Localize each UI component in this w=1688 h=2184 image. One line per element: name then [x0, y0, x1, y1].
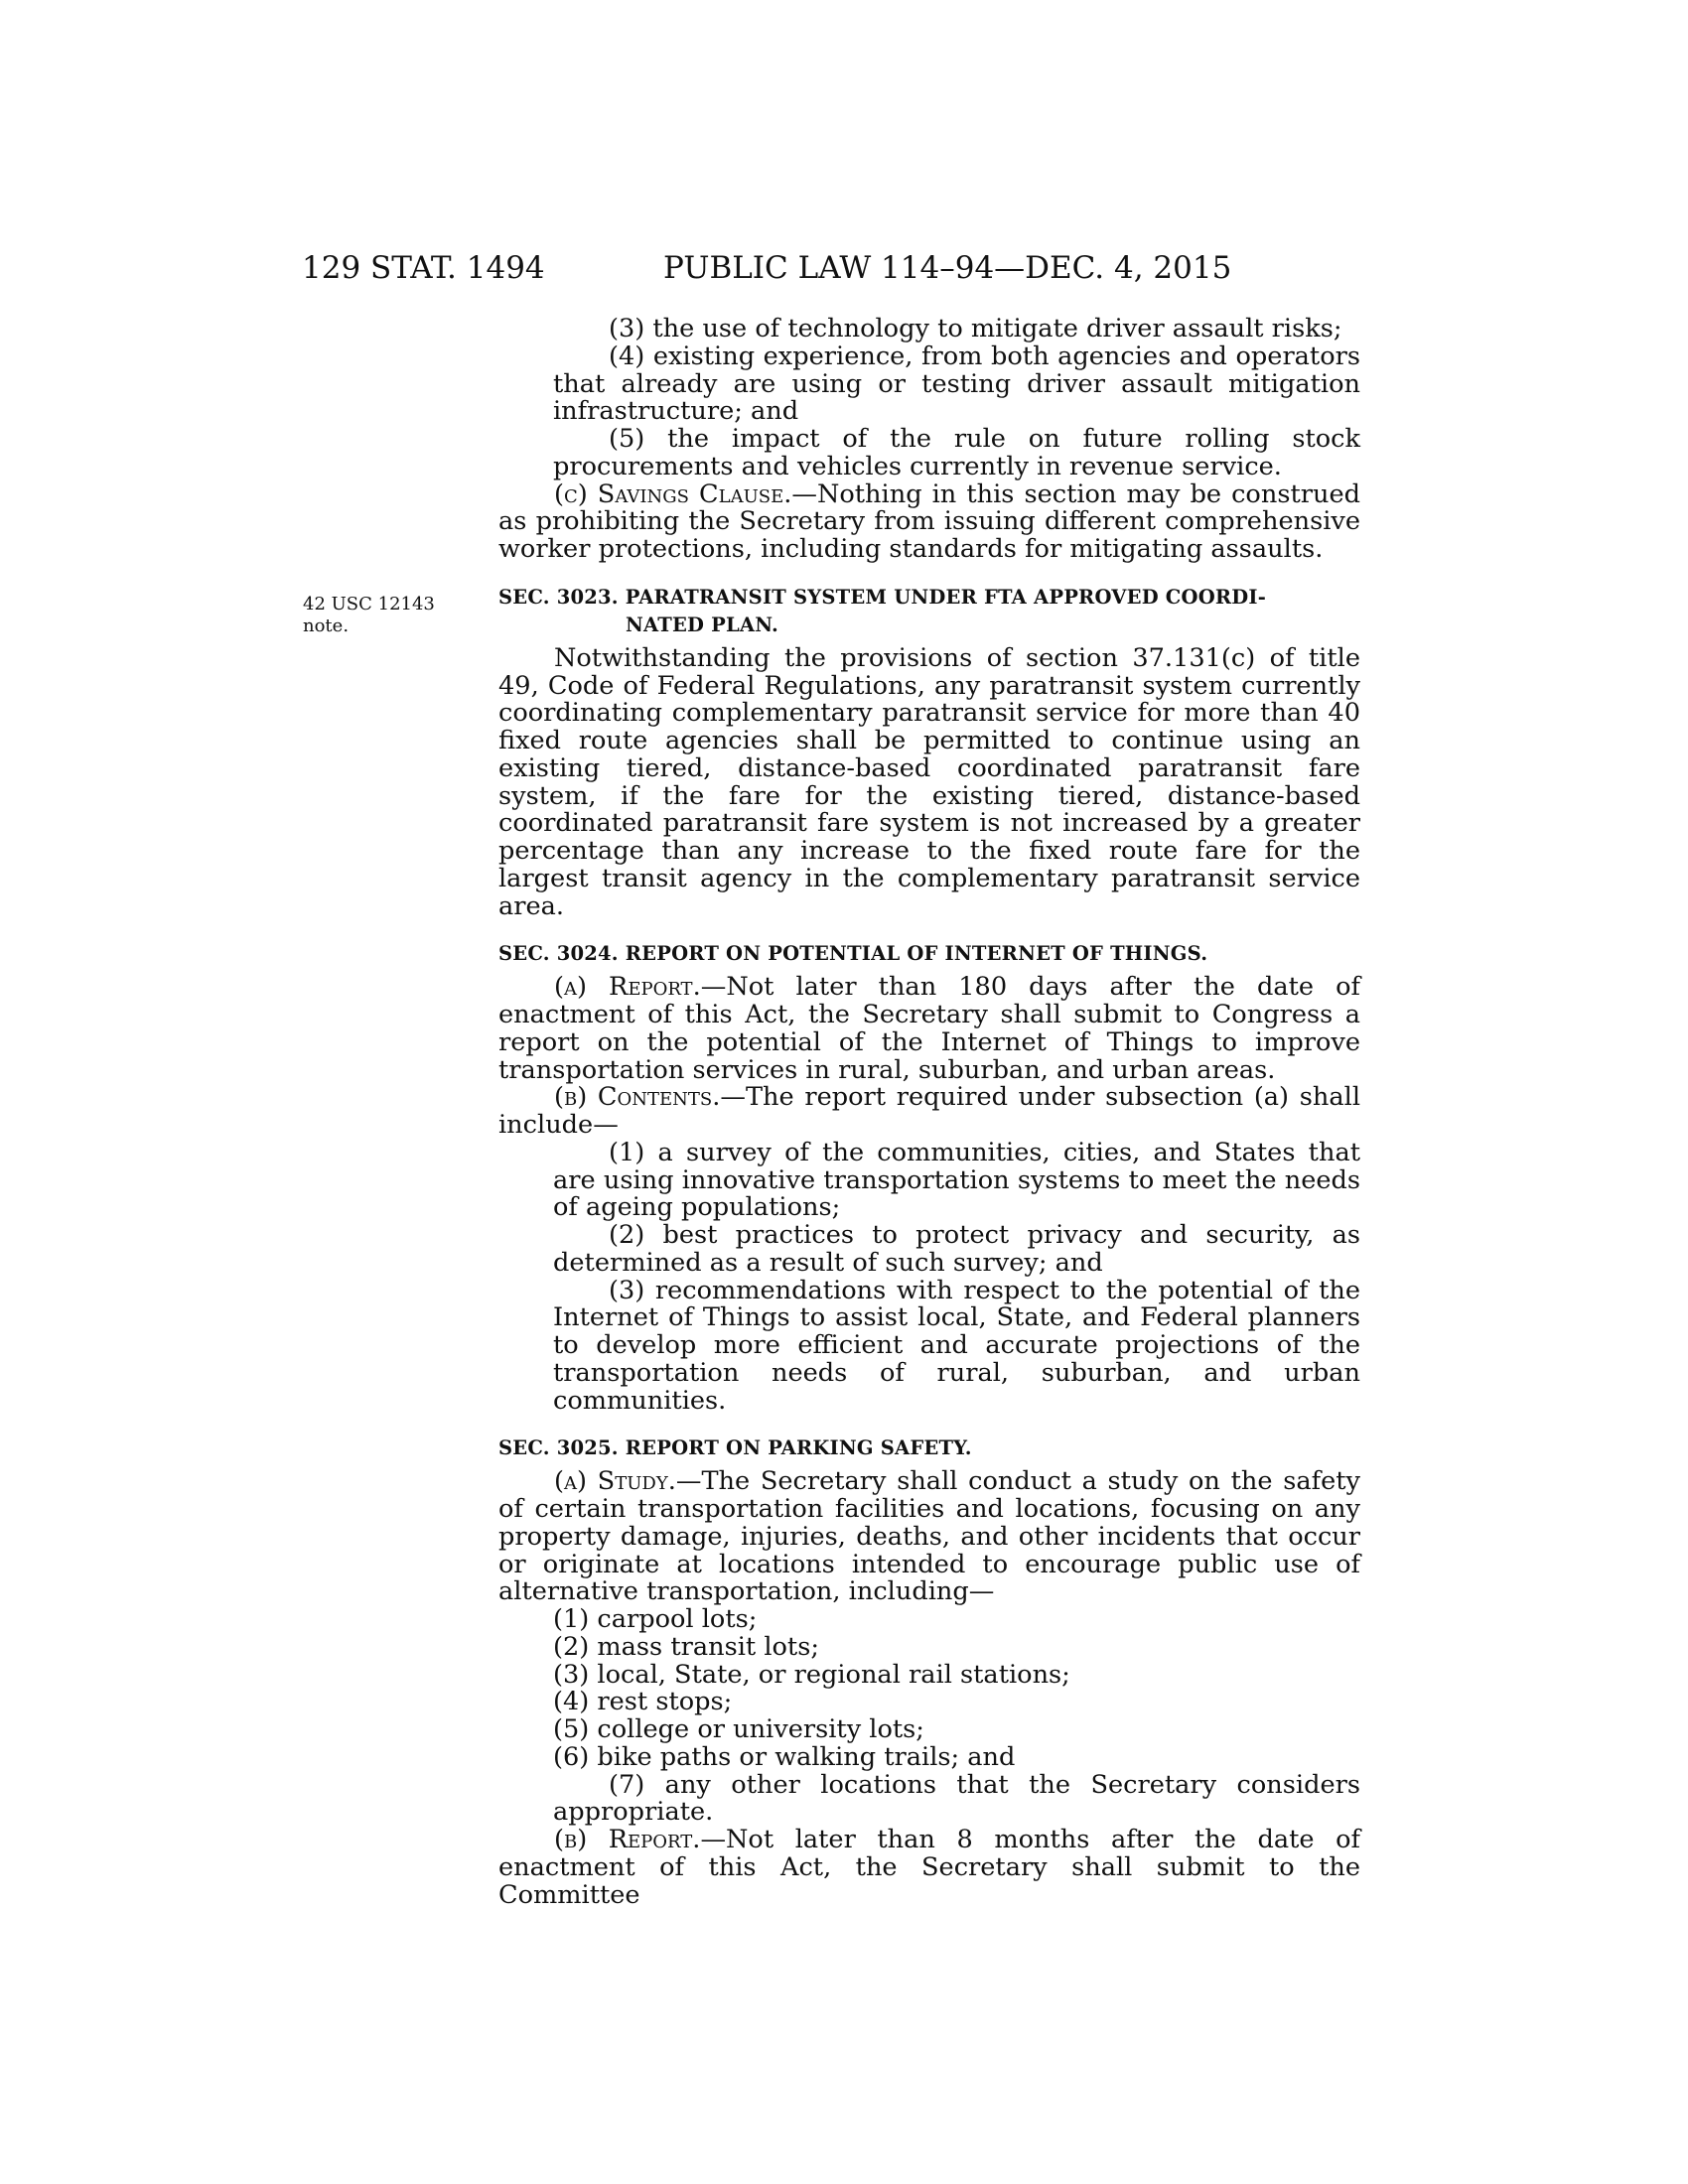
section-3024-item-3: (3) recommendations with respect to the potential of the Internet of Things to assist local, State, and Federal planners to develop more efficient and accurate projections of the transportation needs of rural, suburban, and urban communities.: [553, 1275, 1360, 1416]
page-stat-number: 129 STAT. 1494: [302, 250, 545, 286]
section-3023-heading-line1: SEC. 3023. PARATRANSIT SYSTEM UNDER FTA APPROVED COORDI-: [498, 585, 1267, 609]
margin-citation-line1: 42 USC 12143: [303, 594, 435, 614]
section-3024-subsection-a: [498, 974, 1360, 1084]
section-3025-a-text: —The Secretary shall conduct a study on the safety of certain transportation facilities and locations, focusing on any property damage, injuries, deaths, and other incidents that occur or originate at locations intended to encourage public use of alternative transportation, including—: [498, 1466, 1360, 1607]
paragraph-item-3: (3) the use of technology to mitigate driver assault risks;: [609, 314, 1342, 343]
section-3025-b-label: (b) Report.: [554, 1825, 701, 1854]
section-3025-b-text: —Not later than 8 months after the date of enactment of this Act, the Secretary shall submit to the Committee: [498, 1825, 1360, 1910]
section-3024-b-text: —The report required under subsection (a) shall include—: [498, 1082, 1361, 1140]
section-3023-heading: [498, 584, 1360, 639]
section-3025-subsection-b: [498, 1827, 1360, 1909]
savings-clause-label: (c) Savings Clause.: [554, 478, 792, 509]
section-3025-heading: SEC. 3025. REPORT ON PARKING SAFETY.: [498, 1436, 972, 1460]
margin-citation-line2: note.: [303, 615, 350, 636]
savings-clause-paragraph: [498, 478, 1360, 564]
section-3024-a-text: —Not later than 180 days after the date of enactment of this Act, the Secretary shall submit to Congress a report on the potential of the Internet of Things to improve transportation services in rural, suburban, and urban areas.: [498, 972, 1361, 1085]
section-3024-subsection-b: [498, 1084, 1360, 1140]
section-3023-heading-line2: NATED PLAN.: [626, 613, 779, 636]
section-3025-item-4: (4) rest stops;: [553, 1687, 733, 1717]
section-3024-item-2: (2) best practices to protect privacy and security, as determined as a result of such survey; and: [553, 1220, 1360, 1278]
section-3024-b-label: (b) Contents.: [554, 1082, 721, 1113]
section-3023-body: Notwithstanding the provisions of section 37.131(c) of title 49, Code of Federal Regulations, any paratransit system currently coordinating complementary paratransit service for more than 40 fixed route agencies shall be permitted to continue using an existing tiered, distance-based coordinated paratransit fare system, if the fare for the existing tiered, distance-based coordinated paratransit fare system is not increased by a greater percentage than any increase to the fixed route fare for the largest transit agency in the complementary paratransit service area.: [498, 642, 1360, 921]
section-3025-item-3: (3) local, State, or regional rail stations;: [553, 1659, 1070, 1690]
section-3025-item-5: (5) college or university lots;: [553, 1714, 924, 1744]
section-3024-heading: SEC. 3024. REPORT ON POTENTIAL OF INTERNET OF THINGS.: [498, 942, 1208, 966]
running-header-title: PUBLIC LAW 114–94—DEC. 4, 2015: [663, 250, 1232, 286]
section-3025-item-2: (2) mass transit lots;: [553, 1631, 819, 1662]
section-3025-subsection-a: [498, 1468, 1360, 1606]
section-3024-a-label: (a) Report.: [554, 972, 701, 1003]
section-3025-item-1: (1) carpool lots;: [553, 1604, 758, 1634]
section-3024-item-1: (1) a survey of the communities, cities, and States that are using innovative transportation systems to meet the needs of ageing populations;: [553, 1137, 1360, 1223]
main-text-column: [498, 316, 1360, 1909]
section-3025-item-6: (6) bike paths or walking trails; and: [553, 1741, 1016, 1772]
section-3025-a-label: (a) Study.: [554, 1466, 676, 1497]
section-3025-item-7: (7) any other locations that the Secretary considers appropriate.: [553, 1769, 1360, 1828]
savings-clause-text: —Nothing in this section may be construed as prohibiting the Secretary from issuing different comprehensive worker protections, including standards for mitigating assaults.: [498, 478, 1360, 564]
paragraph-item-5: (5) the impact of the rule on future rolling stock procurements and vehicles currently in revenue service.: [553, 424, 1360, 481]
margin-citation-note: [303, 594, 452, 637]
paragraph-item-4: (4) existing experience, from both agencies and operators that already are using or testing driver assault mitigation infrastructure; and: [553, 341, 1360, 427]
